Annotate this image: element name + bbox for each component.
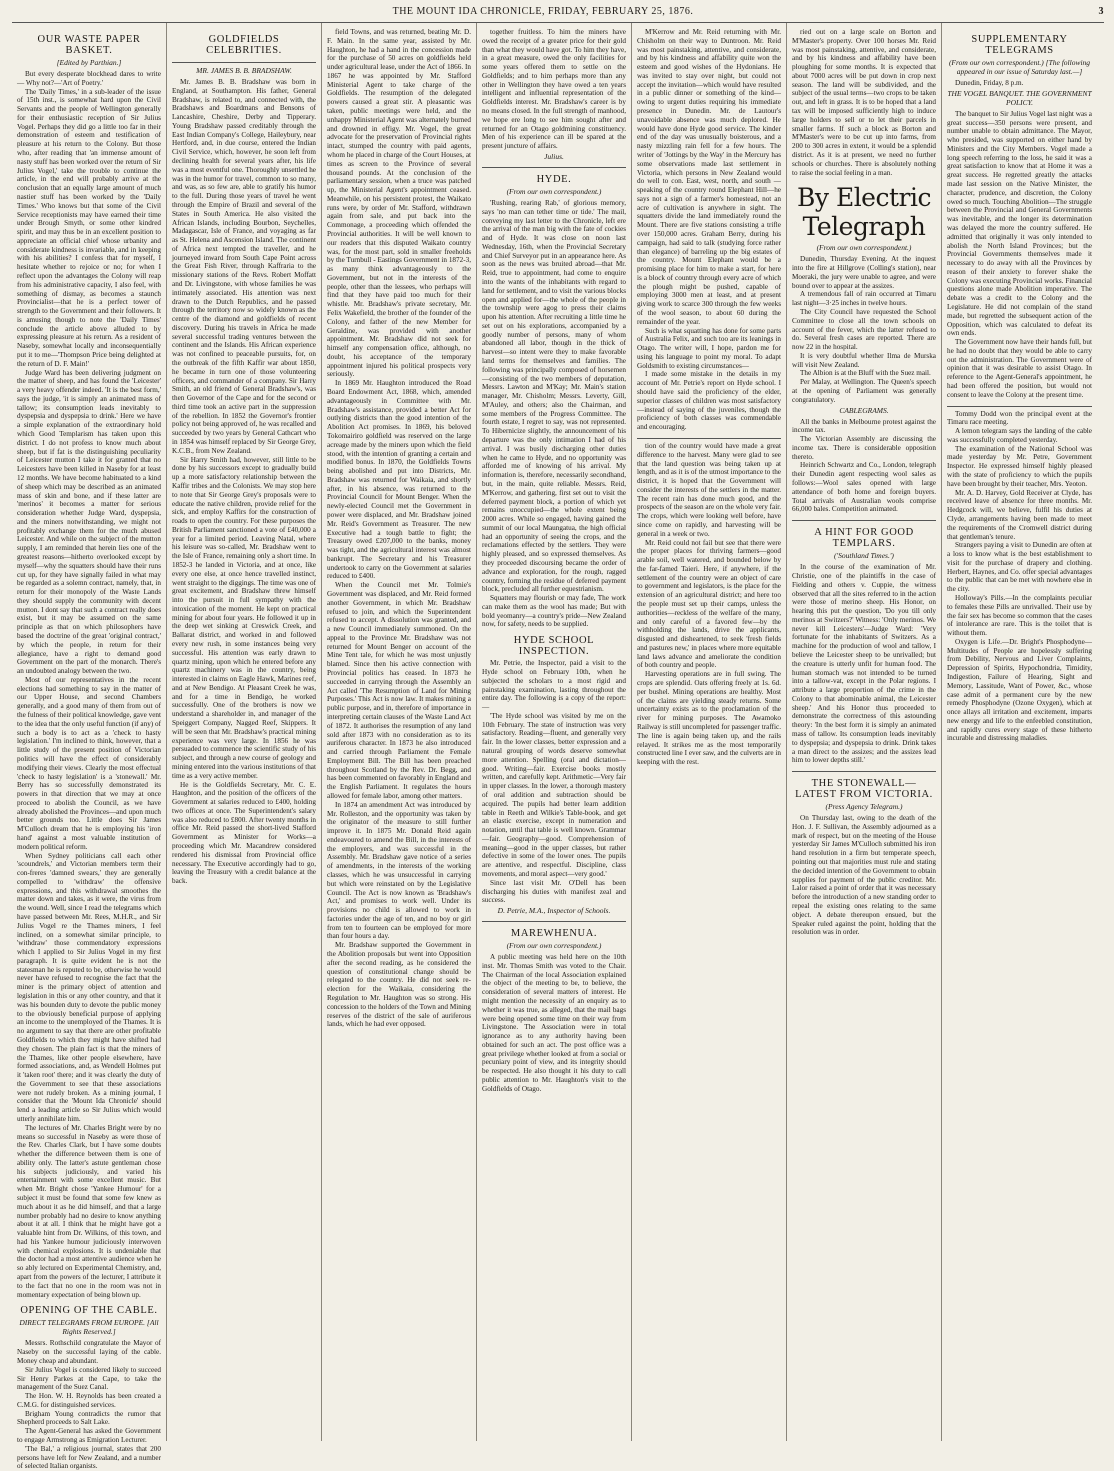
article-paragraph: I made some mistake in the details in my account of Mr. Petrie's report on Hyde school. I should have said the proficiency of the elder, superior classes of children was most satisfactory—instead of saying of the juveniles, though the proficiency of both classes was commendable and encouraging. [637,370,781,432]
article-paragraph: A lemon telegram says the landing of the cable was successfully completed yesterday. [947,427,1092,444]
page-header [12,0,1104,23]
article-headline: HYDE. [536,173,572,185]
article-paragraph: 'The Bal,' a religious journal, states that 200 persons have left for New Zealand, and a number of selected Italian organists. [17,1444,161,1471]
column-rule [792,520,936,521]
article-paragraph: The Agent-General has asked the Government to engage Armstrong as Emigration Lecturer. [17,1427,161,1444]
article-paragraph: Per Malay, at Wellington. The Queen's speech at the opening of Parliament was generally congratulatory. [792,378,936,404]
article-paragraph: The examination of the National School was made yesterday by Mr. Petre, Government Inspector. He expressed himself highly pleased with the state of proficiency to which the pupils have been brought by their teacher, Mrs. Yeoton. [947,444,1092,488]
article-paragraph: Oxygen is Life.—Dr. Bright's Phosphodyne—Multitudes of People are hopelessly suffering from Debility, Nervous and Liver Complaints, Depression of Spirits, Hypochondria, Timidity, Indigestion, Failure of Hearing, Sight and Memory, Lassitude, Want of Power, &c., whose case admit of a permanent cure by the new remedy Phosphodyne (Ozone Oxygen), which at once allays all irritation and excitement, imparts new energy and life to the enfeebled constitution, and rapidly cures every stage of these hitherto incurable and distressing maladies. [947,637,1092,743]
article-paragraph: Squatters may flourish or may fade, The work can make them as the wool has made; But with bold yeomanry—a country's pride—New Zealand now, for safety, needs to be supplied. [482,594,626,629]
page-number: 3 [1098,5,1104,17]
column-2 [167,23,322,1441]
article-paragraph: Judge Ward has been delivering judgment on the matter of sheep, and has found the 'Leicester' a very heavy offender indeed. 'It is the best form,' says the judge, 'it is simply an animated mass of tallow; its consumption leads inevitably to dyspepsia and dyspepsia to drink.' Here we have a simple explanation of the extraordinary hold which Good Templarism has taken upon this district. I do not profess to know much about sheep, but if fat is the distinguishing peculiarity of Leicester mutton I take it for granted that no Leicesters have been killed in Naseby for at least 12 months. We have become habituated to a kind of sheep which may be described as an animated mass of skin and bone, and if these latter are 'merinos' it becomes a matter for serious consideration whether Judge Ward, dyspepsia, and the miners notwithstanding, we might not profitably exchange them for the much abused Leicester. And while on the subject of the mutton supply, I am reminded that herein lies one of the greatest reasons—hitherto overlooked except by myself—why the squatters should have their runs cut up, for they have signally failed in what may be regarded as a solemn contract, namely, that, in return for their monopoly of the Waste Lands they should supply the community with decent mutton. I dont say that such a contract really does exist, but it may be assumed on the same principle as that on which philosophers have based the doctrine of the great 'original contract,' by which the people, in return for their allegiance, have a right to demand good Government on the part of the monarch. There's an undoubted analogy between the two. [17,368,161,676]
article-headline: OPENING OF THE CABLE. [20,1305,158,1317]
article-headline: GOLDFIELDS CELEBRITIES. [206,34,282,56]
article-paragraph: Mr. Reid could not fail but see that there were the proper places for thriving farmers—good arable soil, well watered, and bounded below by the far-famed Taieri. Here, if anywhere, if the settlement of the country were an object of care to government and legislators, is the place for the extension of an agricultural district; and here too the people must set up their camps, unless the authorities—reckless of the welfare of the many, and only careful of a favored few—by the withholding the lands, drive the applicants, disgusted and disheartened, to seek 'fresh fields and pastures new,' in places where more equitable land laws advance and ameliorate the condition of both country and people. [637,538,781,670]
column-7 [942,23,1097,1441]
column-rule [637,438,781,439]
article-paragraph: But every desperate blockhead dares to write— Why not?—'Art of Poetry.' [17,70,161,87]
article-paragraph: Tommy Dodd won the principal event at the Timaru race meeting. [947,409,1092,427]
column-rule [947,406,1092,407]
article-headline: A HINT FOR GOOD TEMPLARS. [814,527,914,550]
article-paragraph: The 'Daily Times,' in a sub-leader of the issue of 15th inst., is somewhat hard upon the Civil Servants and the people of Wellington generally for their enthusiastic reception of Sir Julius Vogel. Perhaps they did go a little too far in their demonstration of esteem and testification of pleasure at his return to the Colony. But those who, after reading that 'an immense amount of nasty stuff has been worked over the return of Sir Julius Vogel,' take the trouble to continue the article, in the end will probably arrive at the conclusion that an equally large amount of much nastier stuff has been worked by the 'Daily Times.' Who knows but that some of the Civil Service receptionists may have earned their time under Brough Smyth, or some other kindred spirit, and may thus be in an excellent position to appreciate an official chief whose urbanity and considerate kindness is invariable, and in keeping with his abilities? I confess that for myself, I hesitate whether to rejoice or no; for when I reflect upon the advantages the Colony will reap from his administrative capacity, I also feel, with something of dismay, as becomes a staunch Provincialist—that he is a perfect tower of strength to the Government and their followers. It is amusing though to note the 'Daily Times' conclude the article above alluded to by expressing pleasure at his return. As a resident of Naseby, somewhat locally and inconsequentially put it to me—'Thompson Price being delighted at the return of D. F. Main!' [17,87,161,368]
article-paragraph: Holloway's Pills.—In the complaints peculiar to females these Pills are unrivalled. Their use by the fair sex has become so common that the cases of intolerance are rare. This is the toilet that is without them. [947,593,1092,638]
article-subhead: DIRECT TELEGRAMS FROM EUROPE. [All Rights Reserved.] [19,1318,159,1337]
article-subhead: (From our own correspondent.) [506,186,602,196]
article-paragraph: Messrs. Rothschild congratulate the Mayor of Naseby on the successful laying of the cable. Money cheap and abundant. [17,1339,161,1365]
column-rule [482,167,626,168]
article-subhead: (From our own correspondent.) [506,941,602,951]
article-paragraph: The Government now have their hands full, but he had no doubt that they would be able to carry out the administration. The Government were of opinion that it was desirable to assist Otago. In reference to the Agent-General's appointment, he had been offered the position, but would not consent to leave the Colony at the present time. [947,338,1092,399]
article-paragraph: 'Rushing, rearing Rab,' of glorious memory, says 'no man can tether time or tide.' The mail, conveying my last letter to the Chronicle, left ere the arrival of the man big with the fate of cockies and of Hyde. It was close on noon last Wednesday, 16th, when the Provincial Secretary and Chief Surveyor put in an appearance here. As soon as the news was bruited abroad—that Mr. Reid, true to appointment, had come to enquire into the wants of the inhabitants with regard to land for settlement, and to visit the various blocks open and applied for—the whole of the people in the township were agog to press their claims upon his attention. After recruiting a little time he set out on his explorations, accompanied by a goodly number of persons, many of whom abandoned all labor, though in the thick of harvest—so intent were they to make favorable land terms for themselves and families. The following was principally composed of horsemen—consisting of the two members of deputation, Messrs. Lawton and M'Kay; Mr. Main's station manager, Mr. Chisholm; Messrs. Leverty, Gill, M'Auley, and others; also the Chairman, and some members of the Progress Committee. The fourth estate, I regret to say, was not represented. To Hibernicize slightly, the announcement of his departure was the only intimation I had of his arrival. I was busily discharging other duties when he came to Hyde, and no opportunity was afforded me of knowing of his arrival. My information is, therefore, necessarily secondhand, but, in the main, quite reliable. Messrs. Reid, M'Kerrow, and gathering, first set out to visit the deferred payment block, a portion of which yet remains unoccupied—the whole extent being 2000 acres. While so engaged, having gained the summit of our local Maungatua, the high official had an opportunity of seeing the crops, and the reclamations effected by the settlers. They were highly pleased, and so expressed themselves. As they proceeded discoursing became the order of advance and exploration, for the rough, ragged country, forming the residue of deferred payment block, precluded all further equestrianism. [482,198,626,594]
article-paragraph: Mr. Petrie, the Inspector, paid a visit to the Hyde school on February 10th, when he subjected the scholars to a most rigid and painstaking examination, lasting throughout the entire day. The following is a copy of the report:— [482,659,626,712]
article-paragraph: Most of our representatives in the recent elections had something to say in the matter of our Upper House, and second Chambers generally, and a good many of them from out of the fulness of their political knowledge, gave vent to the idea that the only useful function (if any) of such a body is to act as a 'check to hasty legislation.' I'm inclined to think, however, that a little study of the present position of Victorian politics will have the effect of considerably modifying their views. Clearly the most effectual 'check to hasty legislation' is a 'stonewall.' Mr. Berry has so successfully demonstrated its powers in that direction that we may at once proceed to abolish the Council, as we have already abolished the Provinces—and upon much better grounds too. Little does Sir James M'Culloch dream that he is employing his 'iron hand' against a most valuable institution of modern political reform. [17,675,161,851]
column-5 [632,23,787,1441]
article-paragraph: Dunedin, Friday, 8 p.m. [955,79,1024,87]
column-1 [12,23,167,1471]
article-paragraph: The Albion is at the Bluff with the Suez mail. [800,369,931,378]
article-subhead: D. Petrie, M.A., Inspector of Schools. [497,906,611,916]
article-headline: SUPPLEMENTARY TELEGRAMS [971,34,1068,56]
article-paragraph: Dunedin, Thursday Evening. At the inquest into the fire at Hillgrove (Colling's station), near Moeraki, the jury were unable to agree, and were bound over to appear at the assizes. [792,255,936,290]
column-6 [787,23,942,1441]
column-rule [792,771,936,772]
article-subhead: THE VOGEL BANQUET. THE GOVERNMENT POLICY. [947,88,1092,107]
article-headline: THE STONEWALL—LATEST FROM VICTORIA. [795,778,933,801]
article-subhead: CABLEGRAMS. [839,405,889,415]
article-subhead: MR. JAMES B. B. BRADSHAW. [196,66,292,75]
article-paragraph: The banquet to Sir Julius Vogel last night was a great success—350 persons were present, and number unable to obtain admittance. The Mayor, who presided, was supported on either hand by Ministers and the City Members. Vogel made a long speech referring to the loss, he said it was a great satisfaction to know that at Home it was a great success. He regretted greatly the attacks made last session on the Native Minister, the character, prudence, and discretion, the Colony owed so much. Touching Abolition—The struggle between the Provincial and General Governments was inevitable, and the longer its determination was delayed the more the country suffered. He admitted that originally it was only intended to abolish the North Island Provinces; but the Provincial Governments themselves made it necessary to do away with all the Provinces by reason of their anxiety to forever shake the Colony was executing Provincial works. Financial questions alone made Abolition imperative. The debate was a credit to the Colony and the Legislature. He did not complain of the stand made, but regretted the subsequent action of the Opposition, which was calculated to defeat its own ends. [947,109,1092,338]
article-paragraph: It is very doubtful whether Ilma de Murska will visit New Zealand. [792,351,936,369]
article-paragraph: In 1874 an amendment Act was introduced by Mr. Rolleston, and the opportunity was taken by the originator of the measure to still further improve it. In 1875 Mr. Donald Reid again endeavoured to amend the Bill, in the interests of the employers, and was successful in the Assembly. Mr. Bradshaw gave notice of a series of amendments, in the interests of the working classes, which he was unsuccessful in carrying but which were reinstated on by the Legislative Council. The Act is now known as 'Bradshaw's Act,' and promises to work well. Under its provisions no child is allowed to work in factories under the age of ten, and no boy or girl from ten to fourteen can be employed for more than four hours a day. [327,800,471,941]
article-paragraph: Since last visit Mr. O'Dell has been discharging his duties with manifest zeal and success. [482,878,626,905]
article-paragraph: A public meeting was held here on the 10th inst. Mr. Thomas Smith was voted to the Chair. The Chairman of the local Association explained the object of the meeting to be, to believe, the consideration of several matters of interest. He might mention the necessity of an enquiry as to whether it was true, as alleged, that the mail bags were being opened some time on their way from Livingstone. The Association were in total ignorance as to any authority having been obtained for such an act. The post office was a great privilege whether looked at from a social or pecuniary point of view, and its integrity should be respected. He also thought it his duty to call public attention to Mr. Haughton's visit to the Goldfields of Otago. [482,953,626,1093]
masthead-title: THE MOUNT IDA CHRONICLE, FRIDAY, FEBRUARY 25, 1876. [392,5,694,17]
article-paragraph: ried out on a large scale on Borton and M'Master's property. Over 100 horses Mr. Reid was most painstaking, attentive, and considerate, and by his kindness and affability have been ploughing for some months. It is expected that about 7000 acres will be put down in crop next season. The land will be subdivided, and the subject of the usual terms—two crops to be taken out, and left in grass. It is to be hoped that a land tax will be imposed sufficiently high to induce large holders to sell or to let their parcels in smaller farms. If such a block as Borton and M'Master's were to be cut up into farms, from 200 to 300 acres in extent, it would be a splendid district. As it is at present, we need no further schools or churches. There is absolutely nothing to raise the social feeling in a man. [792,28,936,177]
article-paragraph: M'Kerrow and Mr. Reid returning with Mr. Chisholm on their way to Duntroon. Mr. Reid was most painstaking, attentive, and considerate, and by his kindness and affability quite won the esteem and good wishes of the Hydonians. He was invited to stay over night, but could not accept the invitation—which would have resulted in a public dinner or something of the kind—owing to urgent duties requiring his immediate presence in Dunedin. Mr. de Lautour's unavoidable absence was much deplored. He would have done Hyde good service. The kinder end of the day was unusually boisterous, and a nasty mizzling rain fell for a few hours. The writer of 'Jottings by the Way' in the Mercury has some observations made last settlement in Victoria, which persons in New Zealand would do well to con. East, west, north, and south —speaking of the country round Elephant Hill—he says not a sign of a farmer's homestead, not an acre of cultivation is anywhere in sight. The squatters divide the land immediately round the Mount. There are five stations consisting a trifle over 150,000 acres. Graham Berry, during his campaign, had said to talk (studying force rather than elegance) of barreling up the big estates of the country. Mount Elephant would be a promising place for him to make a start, for here is a block of country through every acre of which the plough might be pushed, capable of employing 3000 men at least, and at present giving work to scarce 300 through the few weeks of the wool season, to about 60 during the remainder of the year. [637,28,781,326]
article-paragraph: Harvesting operations are in full swing. The crops are splendid. Oats offering freely at 1s. 6d. per bushel. Mining operations are healthy. Most of the claims are yielding steady returns. Some uncertainty exists as to the proclamation of the river for mining purposes. The Awamoko Railway is still uncompleted for passenger traffic. The line is again being taken up, and the rails relayed. It strikes me as the most temporarily constructed line I ever saw, and the culverts are in keeping with the rest. [637,670,781,767]
column-3 [322,23,477,1441]
article-paragraph: He is the Goldfields Secretary, Mr. C. E. Haughton, and the position of the officers of the Government at salaries reduced to £400, holding two offices at once. The Superintendent's salary was also reduced to £800. After twenty months in office Mr. Reid passed the short-lived Stafford Government as Minister for Works—a proceeding which Mr. Macandrew considered rendered his dismissal from Provincial office necessary. The Executive accordingly had to go, leaving the Treasury with a credit balance at the back. [172,780,316,886]
article-paragraph: The Victorian Assembly are discussing the income tax. There is considerable opposition thereto. [792,435,936,461]
article-paragraph: field Towns, and was returned, beating Mr. D. F. Main. In the same year, assisted by Mr. Haughton, he had a hand in the concession made for the purchase of 50 acres on goldfields held under agricultural lease, under the Act of 1866. In 1867 he was appointed by Mr. Stafford Ministerial Agent to take charge of the Goldfields. The resumption of the delegated powers caused a great stir. A pleasantic was taken, public meetings were held, and the unhappy Ministerial Agent was alternately burned and drowned in effigy. Mr. Vogel, the great advocate for the preservation of Provincial rights intact, stumped the country with paid agents, whom he placed in charge of the Court Houses, at times as screen to the Province of several thousand pounds. At the conclusion of the parliamentary session, when a truce was patched up, the Ministerial Agent's appointment ceased. Meanwhile, on his persistent protest, the Waikato runs were, by order of Mr. Stafford, withdrawn again from sale, and put back into the Commonage, a proceeding which offended the Provincial authorities. It will be well known to our readers that this disputed Waikato country was, for the most part, sold in smaller freeholds by the Turnbull - Eastings Government in 1872-3, as many think advantageously to the Government, but not in the interests of the people, other than the lessees, who perhaps will find that they have paid too much for their whistle. Mr. Bradshaw's private secretary, Mr. Felix Wakefield, the brother of the founder of the Colony, and father of the new Member for Geraldine, was provided with another appointment. Mr. Bradshaw did not seek for himself any compensation office, although, no doubt, his acceptance of the temporary appointment injured his political prospects very seriously. [327,28,471,379]
article-subhead: [Edited by Parthian.] [56,58,122,67]
column-rule [172,62,316,63]
article-subhead: (From our own correspondent.) [The following appeared in our issue of Saturday last.—] [948,58,1091,76]
article-paragraph: tion of the country would have made a great difference to the harvest. Many were glad to see that the land question was being taken up at length, and as it is of the utmost importance to the district, it is hoped that the Government will consider the interests of the settlers in the matter. The recent rain has done much good, and the prospects of the season are on the whole very fair. The crops, which were looking well before, have since come on rapidly, and harvesting will be general in a week or two. [637,441,781,538]
article-headline: MAREWHENUA. [510,928,598,940]
article-headline: OUR WASTE PAPER BASKET. [37,34,141,56]
article-paragraph: In 1869 Mr. Haughton introduced the Road Board Endowment Act, 1868, which, amended advantageously in Committee with Mr. Bradshaw's assistance, provided a better Act for outlying districts than the good intention of the Abolition Act promises. In 1869, his beloved Tokomairiro goldfield was reserved on the large acreage made by the miners upon which the field stood, with the intention of granting a certain and modified bonus. In 1870, the Goldfields Towns being abolished and put into Districts, Mr. Bradshaw was returned for Waikaia, and shortly after, in his absence, was returned to the Provincial Council for Mount Benger. When the newly-elected Council met the Government in power were displaced, and Mr. Bradshaw joined Mr. Reid's Government as Treasurer. The new Executive had a tough battle to fight; the Treasury owed £207,000 to the banks, money was tight, and the agricultural interest was almost bankrupt. The Secretary and his Treasurer undertook to carry on the Government at salaries reduced to £400. [327,379,471,581]
article-paragraph: The Hon. W. H. Reynolds has been created a C.M.G. for distinguished services. [17,1392,161,1409]
article-paragraph: When Sydney politicians call each other 'scoundrels,' and Victorian members term their con-freres 'damned swears,' they are generally compelled to 'withdraw' the offensive expressions, and this withdrawal smoothes the matter down and takes, as it were, the virus from the wound. Well, since I read the telegrams which have passed between Mr. Rees, M.H.R., and Sir Julius Vogel re the Thames miners, I feel inclined, on a somewhat similar principle, to 'withdraw' those commendatory expressions which I applied to Sir Julius Vogel in my first paragraph. It is quite evident he is not the statesman he is reputed to be, otherwise he would never have refused to recognise the fact that the miner is the primary object of attention and legislation in this or any other country, and that it was his bounden duty to devote the public money to the obviously beneficial purpose of applying an income to the unemployed of the Thames. It is no argument to say that there are other profitable Goldfields to which they might have shifted had they chosen. The plain fact is that the miners of the Thames, like other people elsewhere, have formed associations, and, as Wendell Holmes put it 'taken root' there; and it was clearly the duty of the Government to see that these associations were not rudely broken. As a mining journal, I consider that the 'Mount Ida Chronicle' should lend a leading article so Sir Julius which would utterly annihilate him. [17,851,161,1123]
article-paragraph: together fruitless. To him the miners have owed the receipt of a greater price for their gold than what they would have got. To him they have, in a great measure, owed the only facilities for some years offered them to settle on the Goldfields; and to him perhaps more than any other in Wellington they have owed a ten years intelligent and influential representation of the Goldfields interest. Mr. Bradshaw's career is by no means closed. In the full strength of manhood, we hope ere long to see him sought after and returned for an Otago goldmining constituency. Men of his experience can ill be spared at the present juncture of affairs. [482,28,626,151]
article-paragraph: The City Council have requested the School Committee to close all the town schools on account of the fever, which the latter refused to do. Several fresh cases are reported. There are now 22 in the hospital. [792,307,936,352]
article-paragraph: Mr. A. D. Harvey, Gold Receiver at Clyde, has received leave of absence for three months. Mr. Hedgcock will, we believe, fulfil his duties at Clyde, arrangements having been made to meet the requirements of the Cromwell district during that gentleman's tenure. [947,488,1092,541]
column-container [12,23,1104,1471]
article-subhead: ('Southland Times.') [834,551,894,561]
article-paragraph: All the banks in Melbourne protest against the income tax. [792,417,936,435]
article-paragraph: Mr. James B. B. Bradshaw was born in England, at Southampton. His father, General Bradshaw, is related to, and connected with, the Bradshaws and Boardmans and Bensons of Lancashire, Cheshire, Derby and Tipperary. Young Bradshaw passed creditably through the East Indian Company's College, Haileybury, near Hertford, and, in due course, entered the Indian Civil Service, which, however, he soon left from declining health for several years after, his life was a most eventful one. Thoroughly unsettled he was in the humor for travel, common to so many, and was, as so few are, able to gratify his humor to the full. During those years of travel he went through the Empire of Brazil and several of the States in South America. He also visited the African Islands, including Bourbon, Seychelles, Madagascar, Isle of France, and voyaging as far as St. Helena and Ascension Island. The continent of Africa next tempted the traveller, and he journeyed inward from South Cape Point across the Great Fish River, through Kaffraria to the missionary stations of the Revs. Robert Moffatt and Dr. Livingstone, with whose families he was intimately associated. His attention was next drawn to the Dutch Republics, and he passed through the territory now so widely known as the centre of the diamond and goldfields of recent discovery. During his travels in Africa he made several successful trading ventures between the continent and the Islands. His African experience was not confined to peaceable pursuits, for, on the outbreak of the fifth Kaffir war about 1850, he became in turn one of those volunteering officers, and commander of a company. Sir Harry Smith, an old friend of General Bradshaw's, was then Governor of the Cape and for the second or third time took an active part in the suppression of the rebellion. In 1852 the Governor's frontier policy not being approved of, he was recalled and succeeded by two years by General Cathcart who in 1854 was himself replaced by Sir George Grey, K.C.B., from New Zealand. [172,78,316,455]
article-subhead: Julius. [544,151,564,161]
article-paragraph: Brigham Young contradicts the rumor that Shepherd proceeds to Salt Lake. [17,1409,161,1427]
article-paragraph: On Thursday last, owing to the death of the Hon. J. F. Sullivan, the Assembly adjourned as a mark of respect, but on the meeting of the House yesterday Sir James M'Culloch submitted his iron hand resolution in a firm but temperate speech, pointing out that majorities must rule and stating the decided intention of the Government to obtain supplies for payment of the public creditor. Mr. Lalor raised a point of order that it was necessary before the introduction of a new standing order to repeal the existing ones relating to the same object. A debate thereupon ensued, but the Speaker ruled against the point, holding that the resolution was in order. [792,814,936,937]
article-paragraph: Such is what squatting has done for some parts of Australia Felix, and such too are its leanings in Otago. The writer will, I hope, pardon me for using his language to point my moral. To adapt Goldsmith to existing circumstances— [637,326,781,370]
article-paragraph: Sir Harry Smith had, however, still little to be done by his successors except to gradually build up a more satisfactory relationship between the Kaffir tribes and the Colonists. We may stop here to note that Sir George Grey's proposals were to educate the native children, provide relief for the sick, and employ Kaffirs for the construction of roads to open the country. For these purposes the British Parliament sanctioned a vote of £40,000 a year for a limited period. Leaving Natal, where his leisure was so-called, Mr. Bradshaw went to the Isle of France, remaining only a short time. In 1852-3 he landed in Victoria, and at once, like every one else, at once hence travelled instinct, went straight to the diggings. The time was one of great excitement, and Bradshaw threw himself into the pursuit in full sympathy with the intoxication of the moment. He kept on practical mining for about four years. He followed it up in the deep wet sinking at Creswick Creek, and Ballarat district, and worked in and followed every new rush, in some instances being very successful. His attention was early drawn to quartz mining, upon which he entered before any quartz machinery was in the country, being interested in claims on Eagle Hawk, Marines reef, and at New Bendigo. At Pleasant Creek he was, and for a time in Bendigo, he worked successfully. One of the brothers is now we understand a shareholder in, and manager of the Speiggert Company, Nagged Reef, Skippers. It will be seen that Mr. Bradshaw's practical mining experience was very large. In 1856 he was persuaded to commence the scientific study of his subject, and through a new course of geology and mining entered into the various institutions of that time as a very active member. [172,455,316,780]
article-paragraph: In the course of the examination of Mr. Christie, one of the plaintiffs in the case of Fielding and others v. Cuppie, the witness observed that all the sites referred to in the action were those of merino sheep. His Honor, on hearing this put the question, 'Do you till only merinos at Switzers?' Witness: 'Only merinos. We never kill Leicesters'—Judge Ward: 'Very fortunate for the inhabitants of Switzers. As a machine for the production of wool and tallow, I believe the Leicester sheep to be unrivalled; but the creature is utterly unfit for human food. The human stomach was not intended to be turned into a tallow-vat, except in the Polar regions. I attribute a large proportion of the crime in the Colony to that abominable animal, the Leicester sheep.' And his Honor thus proceeded to demonstrate the correctness of this astounding theory: 'In the best form it is simply an animated mass of tallow. Its consumption leads inevitably to dyspepsia; and dyspepsia to drink. Drink takes a man direct to the assizes; and the assizes lead him to lower depths still.' [792,563,936,765]
article-headline: HYDE SCHOOL INSPECTION. [513,635,595,658]
article-paragraph: Strangers paying a visit to Dunedin are often at a loss to know what is the best establishment to visit for the purchase of drapery and clothing. Herbert, Haynes, and Co. offer special advantages to the public that can be met with nowhere else in the city. [947,541,1092,594]
article-paragraph: The lectures of Mr. Charles Bright were by no means so successful in Naseby as were those of the Rev. Charles Clark, but I have some doubts whether the difference between them is one of ability only. The latter's astute gentleman chose his subjects judiciously, and varied his entertainment with some excellent music. But when Mr. Bright chose 'Yankee Humour' for a subject it must be found that some few knew as much about it as he did himself, and that a large number probably had no desire to know anything about it at all. I think that he might have got a valuable hint from Dr. Wilkins, of this town, and had his Yankee humour judiciously interwoven with chemical explosions. It is undeniable that the doctor had a most attentive audience when he so ably lectured on Experimental Chemistry, and, apart from the powers of the lecturer, I attribute it to the fact that no one in the room was not in momentary expectation of being blown up. [17,1123,161,1299]
section-banner-title: By Electric Telegraph [797,183,931,242]
article-paragraph: 'The Hyde school was visited by me on the 10th February. The state of instruction was very satisfactory. Reading—fluent, and generally very fair. In the lower classes, better expression and a natural grouping of words deserve somewhat more attention. Spelling (oral and dictation—good. Writing—fair. Exercise books mostly written, and carefully kept. Arithmetic—Very fair in upper classes. In the lower, a thorough mastery of oral addition and subtraction should be acquired. The pupils had better learn addition table in Reeth and Wilkie's Table-book, and get an elastic exercise, except in numeration and notation, until that table is well known. Grammar—fair. Geography—good. Comprehension of meaning—good in the upper classes, but rather defective in some of the lower ones. The pupils are attentive, and respectful. Discipline, class movements, and moral aspect—very good.' [482,711,626,878]
article-paragraph: Mr. Bradshaw supported the Government in the Abolition proposals but went into Opposition after the second reading, as he considered the question of constitutional change should be relegated to the country. He did not seek re-election for the Waikaia, considering the Regulation to Mr. Haughton was so strong. His concession to the holders of the Town and Mining reserves of the district of the sale of auriferous lands, which he had ever opposed. [327,941,471,1029]
article-subhead: (From our own correspondent.) [816,243,912,253]
article-paragraph: When the Council met Mr. Tolmie's Government was displaced, and Mr. Reid formed another Government, in which Mr. Bradshaw refused to join, and which the Superintendent refused to accept. A dissolution was granted, and a new Council immediately summoned. On the appeal to the Province Mr. Bradshaw was not returned for Mount Benger on account of the Mine Tent tale, for which he was most unjustly blamed. Since then his active connection with Provincial politics has ceased. In 1873 he succeeded in carrying through the Assembly an Act called 'The Resumption of Land for Mining Purposes.' This Act is now law. It makes mining a public purpose, and in, therefore of importance in interpreting certain clauses of the Waste Land Act of 1872. It authorises the resumption of any land sold after 1873 with no consideration as to its auriferous character. In 1873 he also introduced and carried through Parliament the Female Employment Bill. The Bill has been preached throughout Scotland by the Rev. Dr. Begg, and has been commented on favorably in England and the English Parliament. It regulates the hours allowed for female labor, among other matters. [327,581,471,800]
article-subhead: (Press Agency Telegram.) [825,802,903,812]
article-paragraph: A tremendous fall of rain occurred at Timaru last night—3·25 inches in twelve hours. [792,290,936,308]
article-paragraph: Heinrich Schwartz and Co., London, telegraph their Dunedin agent respecting wool sales as follows:—Wool sales opened with large attendance of both home and foreign buyers. Total arrivals of Australian wools comprise 66,000 bales. Competition animated. [792,461,936,514]
column-rule [482,921,626,922]
column-4 [477,23,632,1441]
article-paragraph: Sir Julius Vogel is considered likely to succeed Sir Henry Parkes at the Cape, to take the management of the Suez Canal. [17,1365,161,1392]
